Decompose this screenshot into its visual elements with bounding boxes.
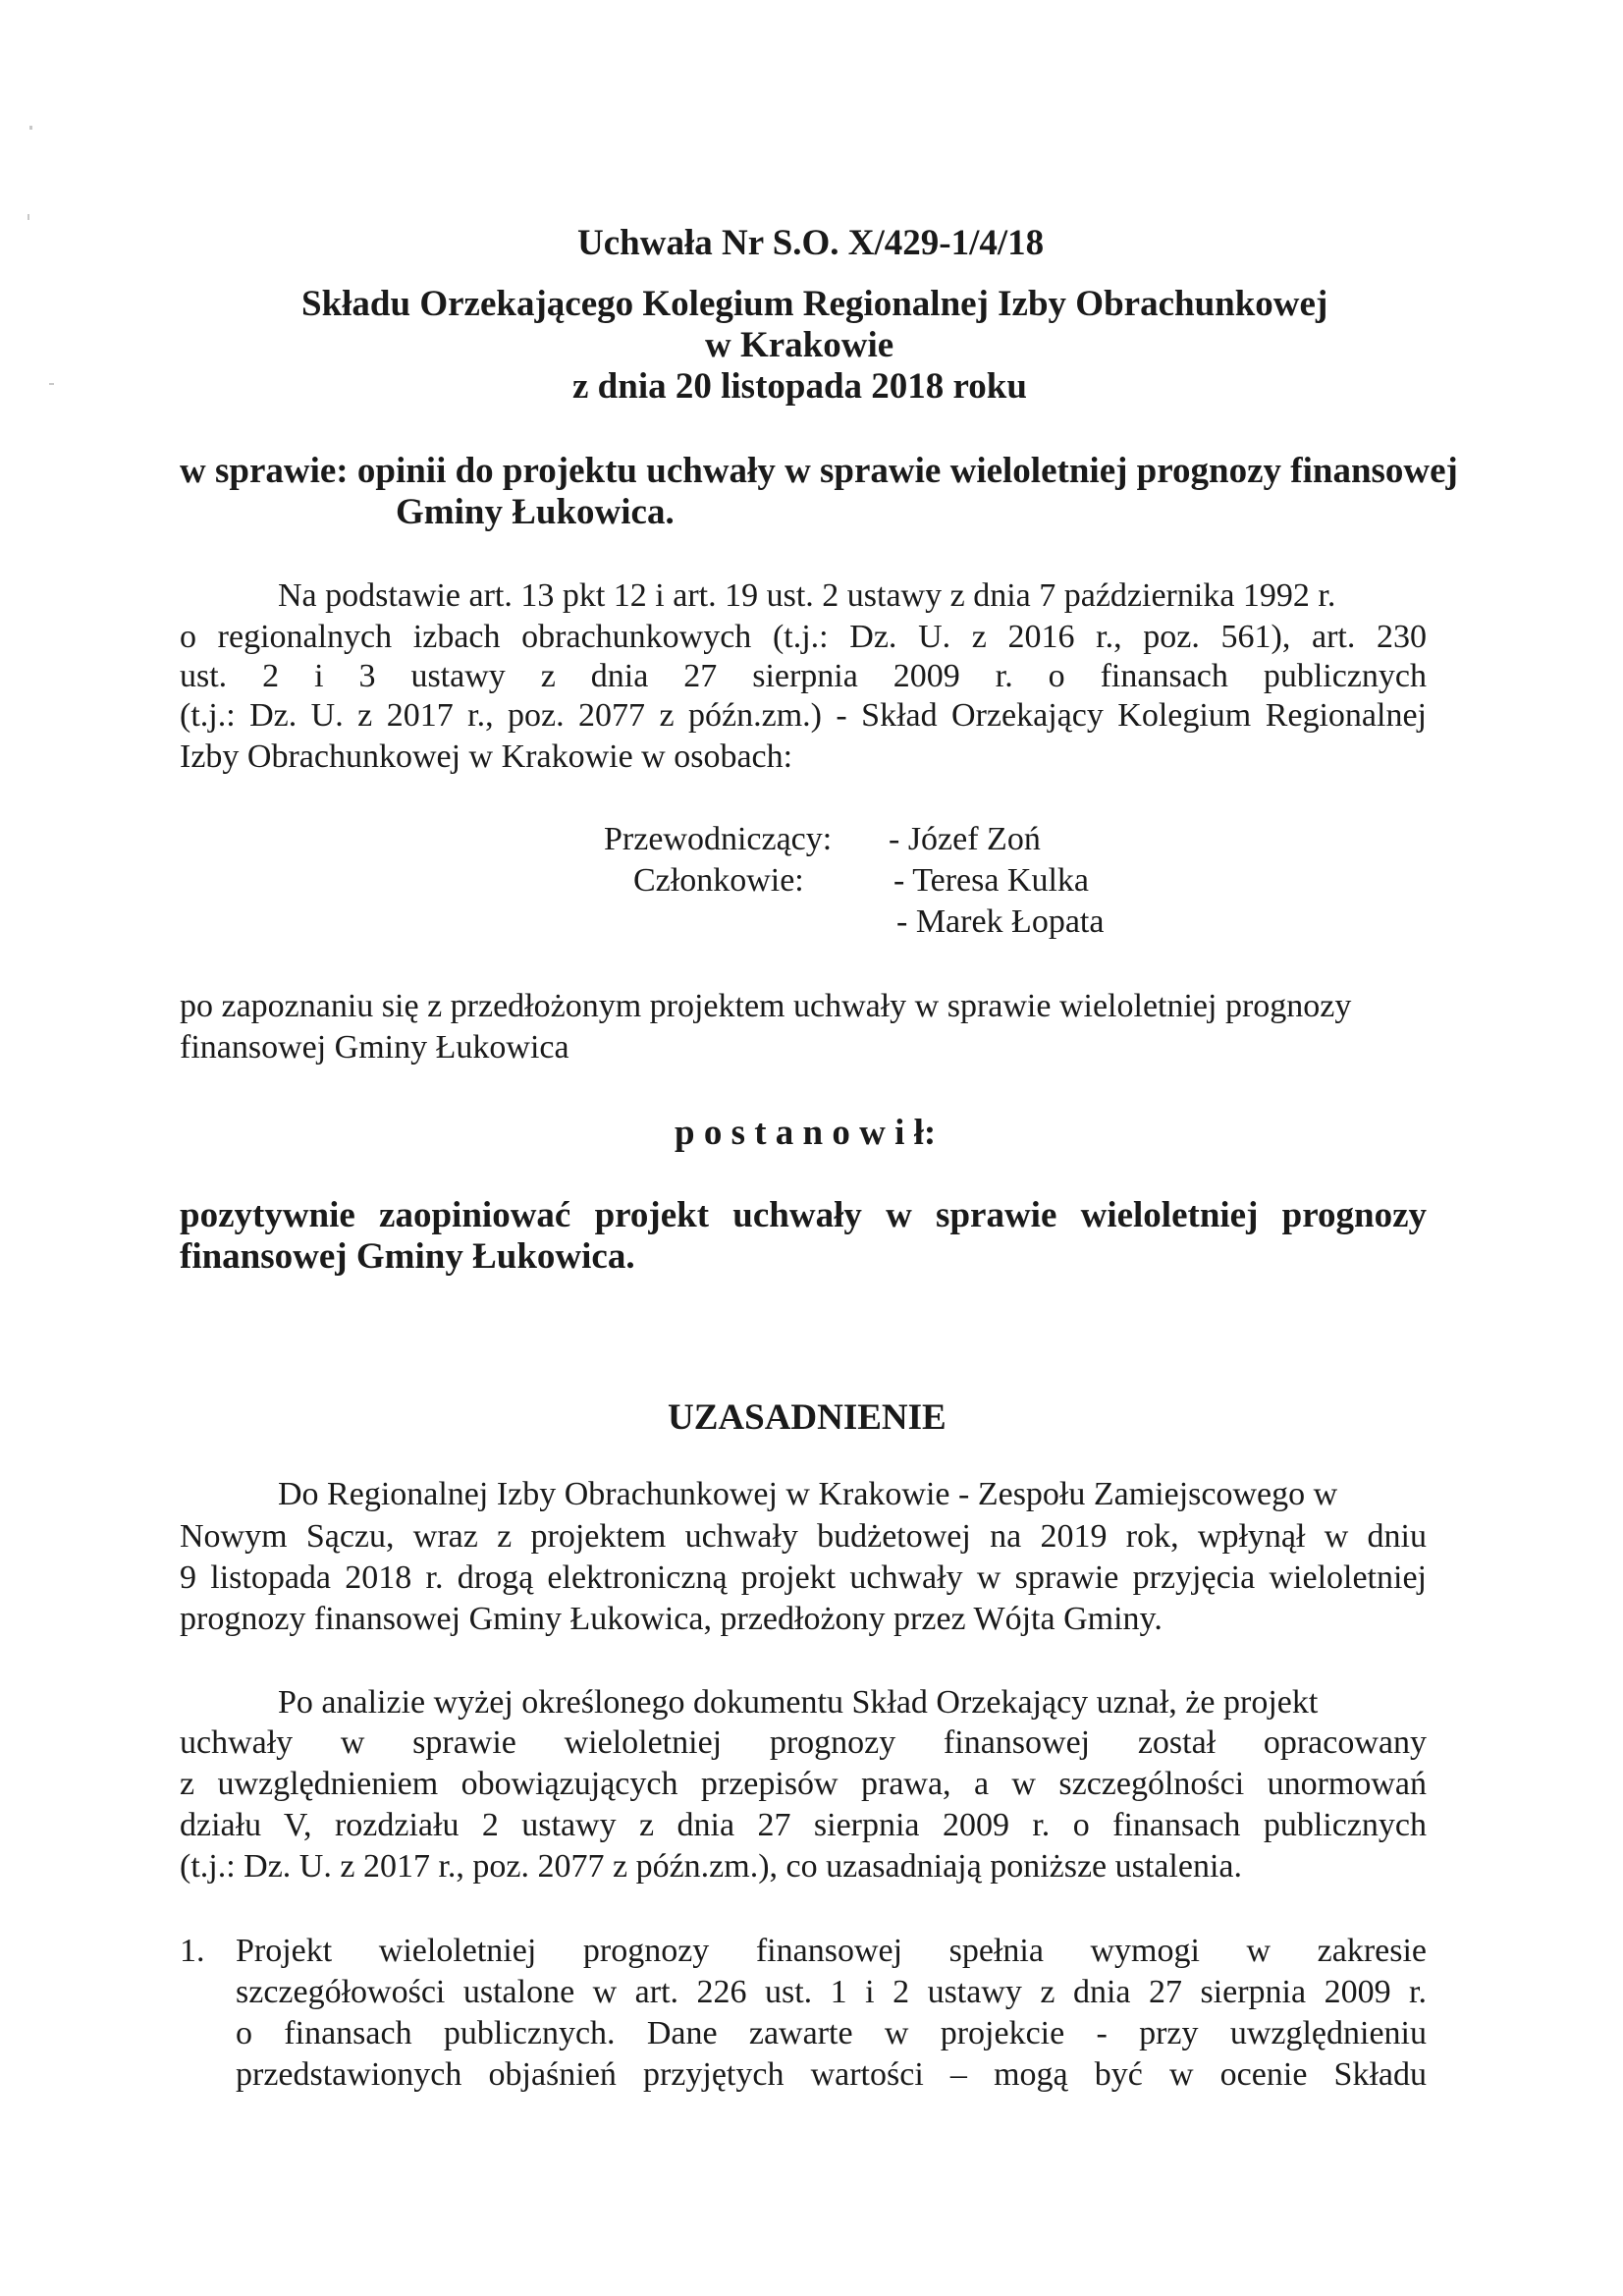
resolution-number: Uchwała Nr S.O. X/429-1/4/18 — [577, 223, 1045, 263]
decision-line-1: pozytywnie zaopiniować projekt uchwały w sprawie wieloletniej prognozy — [180, 1195, 1427, 1235]
members-label: Członkowie: — [633, 862, 804, 899]
para1-line-2: Nowym Sączu, wraz z projektem uchwały budżetowej na 2019 rok, wpłynął w dniu — [180, 1518, 1427, 1555]
member-name-2: - Marek Łopata — [896, 903, 1105, 940]
para2-line-2: uchwały w sprawie wieloletniej prognozy finansowej został opracowany — [180, 1724, 1427, 1761]
issuing-body: Składu Orzekającego Kolegium Regionalnej Izby Obrachunkowej — [301, 284, 1328, 324]
member-name-1: - Teresa Kulka — [893, 862, 1090, 899]
basis-line-4: (t.j.: Dz. U. z 2017 r., poz. 2077 z późn.zm.) - Skład Orzekający Kolegium Regionalnej — [180, 697, 1427, 734]
item-1-line-1: Projekt wieloletniej prognozy finansowej spełnia wymogi w zakresie — [236, 1933, 1427, 1969]
para1-line-3: 9 listopada 2018 r. drogą elektroniczną projekt uchwały w sprawie przyjęcia wieloletniej — [180, 1559, 1427, 1596]
para2-line-5: (t.j.: Dz. U. z 2017 r., poz. 2077 z późn.zm.), co uzasadniają poniższe ustalenia. — [180, 1848, 1242, 1885]
para2-line-1: Po analizie wyżej określonego dokumentu Skład Orzekający uznał, że projekt — [278, 1684, 1319, 1721]
chair-label: Przewodniczący: — [604, 821, 833, 857]
decision-line-2: finansowej Gminy Łukowica. — [180, 1236, 635, 1277]
para1-line-1: Do Regionalnej Izby Obrachunkowej w Krakowie - Zespołu Zamiejscowego w — [278, 1476, 1338, 1512]
chair-name: - Józef Zoń — [889, 821, 1041, 857]
justification-heading: UZASADNIENIE — [668, 1397, 947, 1438]
decision-label: p o s t a n o w i ł: — [675, 1113, 937, 1153]
review-line-2: finansowej Gminy Łukowica — [180, 1029, 569, 1066]
item-1-line-3: o finansach publicznych. Dane zawarte w projekcie - przy uwzględnieniu — [236, 2015, 1427, 2051]
scan-speck — [27, 214, 29, 220]
scan-speck — [29, 126, 32, 130]
item-1-number: 1. — [180, 1933, 205, 1969]
issuing-body-city: w Krakowie — [705, 325, 894, 365]
para1-line-4: prognozy finansowej Gminy Łukowica, przedłożony przez Wójta Gminy. — [180, 1601, 1163, 1637]
resolution-date: z dnia 20 listopada 2018 roku — [572, 366, 1027, 407]
item-1-line-2: szczegółowości ustalone w art. 226 ust. 1 i 2 ustawy z dnia 27 sierpnia 2009 r. — [236, 1974, 1427, 2010]
subject-line-1: w sprawie: opinii do projektu uchwały w sprawie wieloletniej prognozy finansowej — [180, 451, 1458, 491]
basis-line-2: o regionalnych izbach obrachunkowych (t.j.: Dz. U. z 2016 r., poz. 561), art. 230 — [180, 619, 1427, 655]
para2-line-3: z uwzględnieniem obowiązujących przepisów prawa, a w szczególności unormowań — [180, 1766, 1427, 1802]
basis-line-5: Izby Obrachunkowej w Krakowie w osobach: — [180, 738, 793, 775]
basis-line-3: ust. 2 i 3 ustawy z dnia 27 sierpnia 2009 r. o finansach publicznych — [180, 658, 1427, 694]
item-1-line-4: przedstawionych objaśnień przyjętych wartości – mogą być w ocenie Składu — [236, 2056, 1427, 2093]
basis-line-1: Na podstawie art. 13 pkt 12 i art. 19 ust. 2 ustawy z dnia 7 października 1992 r. — [278, 577, 1336, 614]
para2-line-4: działu V, rozdziału 2 ustawy z dnia 27 sierpnia 2009 r. o finansach publicznych — [180, 1807, 1427, 1843]
subject-line-2: Gminy Łukowica. — [396, 492, 675, 532]
review-line-1: po zapoznaniu się z przedłożonym projektem uchwały w sprawie wieloletniej prognozy — [180, 988, 1352, 1024]
scan-speck — [49, 383, 54, 385]
